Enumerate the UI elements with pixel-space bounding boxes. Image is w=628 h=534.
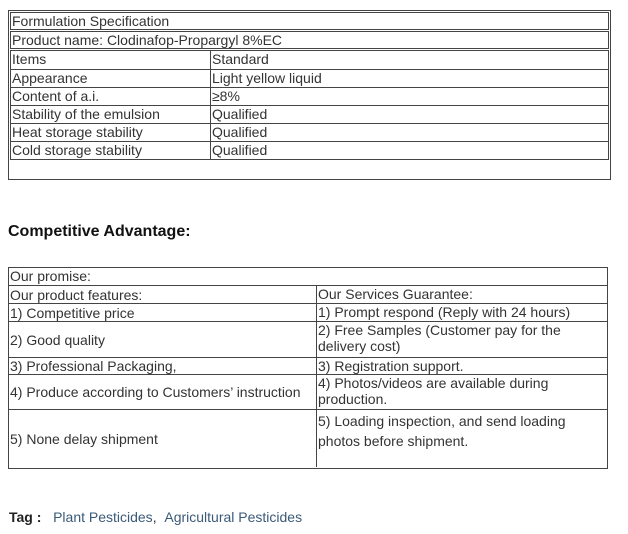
service-cell: 2) Free Samples (Customer pay for the delivery cost): [318, 322, 561, 354]
spec-item-cell: Cold storage stability: [11, 142, 211, 159]
spec-value-cell: ≥8%: [212, 88, 240, 104]
service-cell: 4) Photos/videos are available during production.: [318, 375, 549, 407]
adv-row: [9, 374, 607, 409]
tag-separator: ,: [152, 509, 157, 525]
spec-product-name: Product name: Clodinafop-Propargyl 8%EC: [10, 31, 609, 49]
service-cell: 1) Prompt respond (Reply with 24 hours): [318, 304, 571, 320]
competitive-advantage-heading: Competitive Advantage:: [8, 223, 191, 240]
adv-header-row: [9, 285, 607, 303]
promise-cell: Our promise:: [10, 268, 91, 284]
adv-row: [9, 321, 607, 357]
specification-table: [8, 10, 611, 180]
spec-value-cell: Qualified: [212, 124, 268, 140]
advantage-table: [8, 267, 608, 469]
adv-row: [9, 409, 607, 467]
spec-item-cell: Appearance: [11, 70, 211, 87]
spec-row: [11, 105, 608, 123]
service-cell: 3) Registration support.: [318, 358, 464, 374]
spec-item-cell: Heat storage stability: [11, 124, 211, 141]
spec-item-cell: Stability of the emulsion: [11, 106, 211, 123]
feature-cell: 4) Produce according to Customers’ instruction: [9, 375, 317, 409]
feature-cell: 1) Competitive price: [9, 304, 317, 321]
spec-row: [11, 87, 608, 105]
features-header: Our product features:: [9, 286, 317, 303]
spec-value-cell: Light yellow liquid: [212, 70, 322, 86]
tag-line: [9, 509, 302, 525]
spec-value-cell: Qualified: [212, 142, 268, 158]
service-cell: 5) Loading inspection, and send loading photos before shipment.: [318, 413, 566, 449]
spec-item-cell: Items: [11, 51, 211, 69]
spec-row: [11, 141, 608, 159]
spec-row: [11, 123, 608, 141]
spec-title: Formulation Specification: [10, 12, 609, 30]
feature-cell: 3) Professional Packaging,: [9, 358, 317, 374]
spec-row: [11, 69, 608, 87]
promise-row: [9, 268, 607, 285]
services-header: Our Services Guarantee:: [318, 286, 473, 302]
tag-label: Tag :: [9, 509, 42, 525]
tag-link-agricultural-pesticides[interactable]: Agricultural Pesticides: [164, 509, 303, 525]
spec-value-cell: Qualified: [212, 106, 268, 122]
spec-row: [11, 51, 608, 69]
adv-row: [9, 357, 607, 374]
tag-link-plant-pesticides[interactable]: Plant Pesticides: [53, 509, 153, 525]
spec-value-cell: Standard: [212, 51, 269, 67]
feature-cell: 5) None delay shipment: [9, 410, 317, 467]
spec-grid: [10, 50, 609, 160]
feature-cell: 2) Good quality: [9, 322, 317, 357]
spec-item-cell: Content of a.i.: [11, 88, 211, 105]
adv-row: [9, 303, 607, 321]
